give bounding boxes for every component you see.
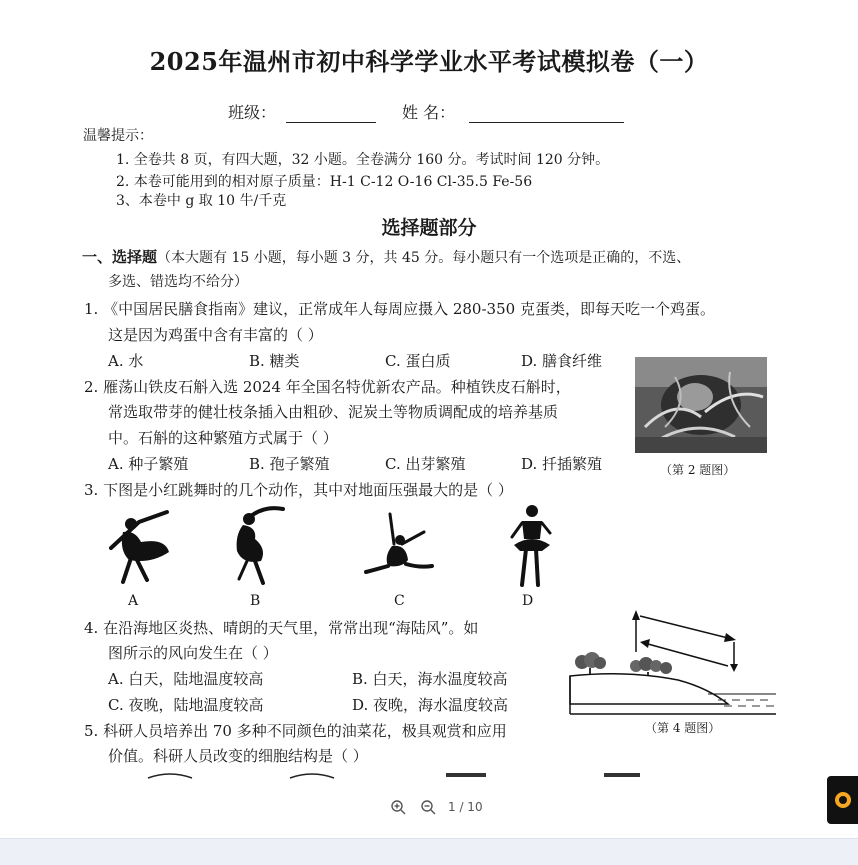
- q1-stem-cont: 这是因为鸡蛋中含有丰富的（ ）: [108, 326, 323, 344]
- class-blank: [286, 105, 376, 123]
- q4-option-d: D. 夜晚，海水温度较高: [352, 696, 509, 714]
- q2-stem: 2. 雁荡山铁皮石斛入选 2024 年全国名特优新农产品。种植铁皮石斛时，: [84, 378, 571, 396]
- zoom-out-button[interactable]: [418, 797, 438, 817]
- q2-option-b: B. 孢子繁殖: [249, 455, 330, 473]
- q1-option-d: D. 膳食纤维: [521, 352, 603, 370]
- q1-stem: 1. 《中国居民膳食指南》建议，正常成年人每周应摄入 280-350 克蛋类，即每天吃一个鸡蛋。: [84, 300, 715, 318]
- name-blank: [469, 105, 624, 123]
- student-info-row: [228, 100, 624, 123]
- dancer-label: B: [250, 593, 261, 609]
- zoom-in-icon: [390, 799, 406, 815]
- dancer-c-figure: [362, 510, 436, 580]
- tips-heading: 温馨提示：: [83, 128, 153, 144]
- q4-stem: 4. 在沿海地区炎热、晴朗的天气里，常常出现“海陆风”。如: [84, 619, 479, 637]
- q4-option-c: C. 夜晚，陆地温度较高: [108, 696, 264, 714]
- q5-stem: 5. 科研人员培养出 70 多种不同颜色的油菜花，极具观赏和应用: [84, 722, 507, 740]
- dancer-d-figure: [508, 503, 554, 587]
- q2-option-c: C. 出芽繁殖: [385, 455, 466, 473]
- page-title: 2025年温州市初中科学学业水平考试模拟卷（一）: [149, 47, 709, 76]
- q3-stem: 3. 下图是小红跳舞时的几个动作，其中对地面压强最大的是（ ）: [84, 481, 513, 499]
- q5-stem-cont: 价值。科研人员改变的细胞结构是（ ）: [108, 747, 368, 765]
- q4-figure-caption: （第 4 题图）: [645, 721, 721, 735]
- q4-option-b: B. 白天，海水温度较高: [352, 670, 508, 688]
- part1-label: 一、选择题: [82, 248, 158, 266]
- floating-assistant-button[interactable]: [827, 776, 858, 824]
- q2-figure-caption: （第 2 题图）: [660, 463, 736, 477]
- dancer-a-figure: [105, 508, 173, 586]
- q2-stem-cont: 中。石斛的这种繁殖方式属于（ ）: [108, 429, 338, 447]
- q2-option-d: D. 扦插繁殖: [521, 455, 603, 473]
- q1-option-b: B. 糖类: [249, 352, 300, 370]
- q1-option-a: A. 水: [108, 352, 144, 370]
- q2-option-a: A. 种子繁殖: [108, 455, 189, 473]
- pdf-viewer-controls: [388, 796, 483, 818]
- dancer-b-figure: [233, 505, 291, 585]
- tip-item: 1. 全卷共 8 页，有四大题，32 小题。全卷满分 160 分。考试时间 120 分钟。: [116, 152, 610, 168]
- q2-stem-cont: 常选取带芽的健壮枝条插入由粗砂、泥炭土等物质调配成的培养基质: [108, 403, 559, 421]
- orchid-photo: [635, 357, 767, 453]
- zoom-in-button[interactable]: [388, 797, 408, 817]
- dancer-label: A: [128, 593, 139, 609]
- q5-figures-partial: [140, 770, 660, 780]
- q1-option-c: C. 蛋白质: [385, 352, 451, 370]
- bottom-bar: [0, 838, 858, 865]
- tip-item: 3、本卷中 g 取 10 牛/千克: [116, 193, 287, 209]
- page-indicator[interactable]: 1 / 10: [448, 800, 483, 814]
- part1-heading: [82, 246, 690, 267]
- class-label: 班级：: [228, 103, 277, 122]
- q4-option-a: A. 白天，陆地温度较高: [108, 670, 264, 688]
- part1-desc: （本大题有 15 小题，每小题 3 分，共 45 分。每小题只有一个选项是正确的，不选、: [157, 250, 691, 266]
- assistant-icon: [833, 790, 853, 810]
- name-label: 姓 名：: [402, 103, 456, 122]
- section-title: 选择题部分: [381, 217, 477, 239]
- q4-stem-cont: 图所示的风向发生在（ ）: [108, 644, 278, 662]
- sea-land-breeze-diagram: [568, 608, 778, 716]
- dancer-label: C: [394, 593, 405, 609]
- zoom-out-icon: [420, 799, 436, 815]
- tip-item: 2. 本卷可能用到的相对原子质量：H-1 C-12 O-16 Cl-35.5 Fe-56: [116, 174, 533, 190]
- dancer-label: D: [522, 593, 534, 609]
- part1-desc-cont: 多选、错选均不给分）: [108, 274, 248, 290]
